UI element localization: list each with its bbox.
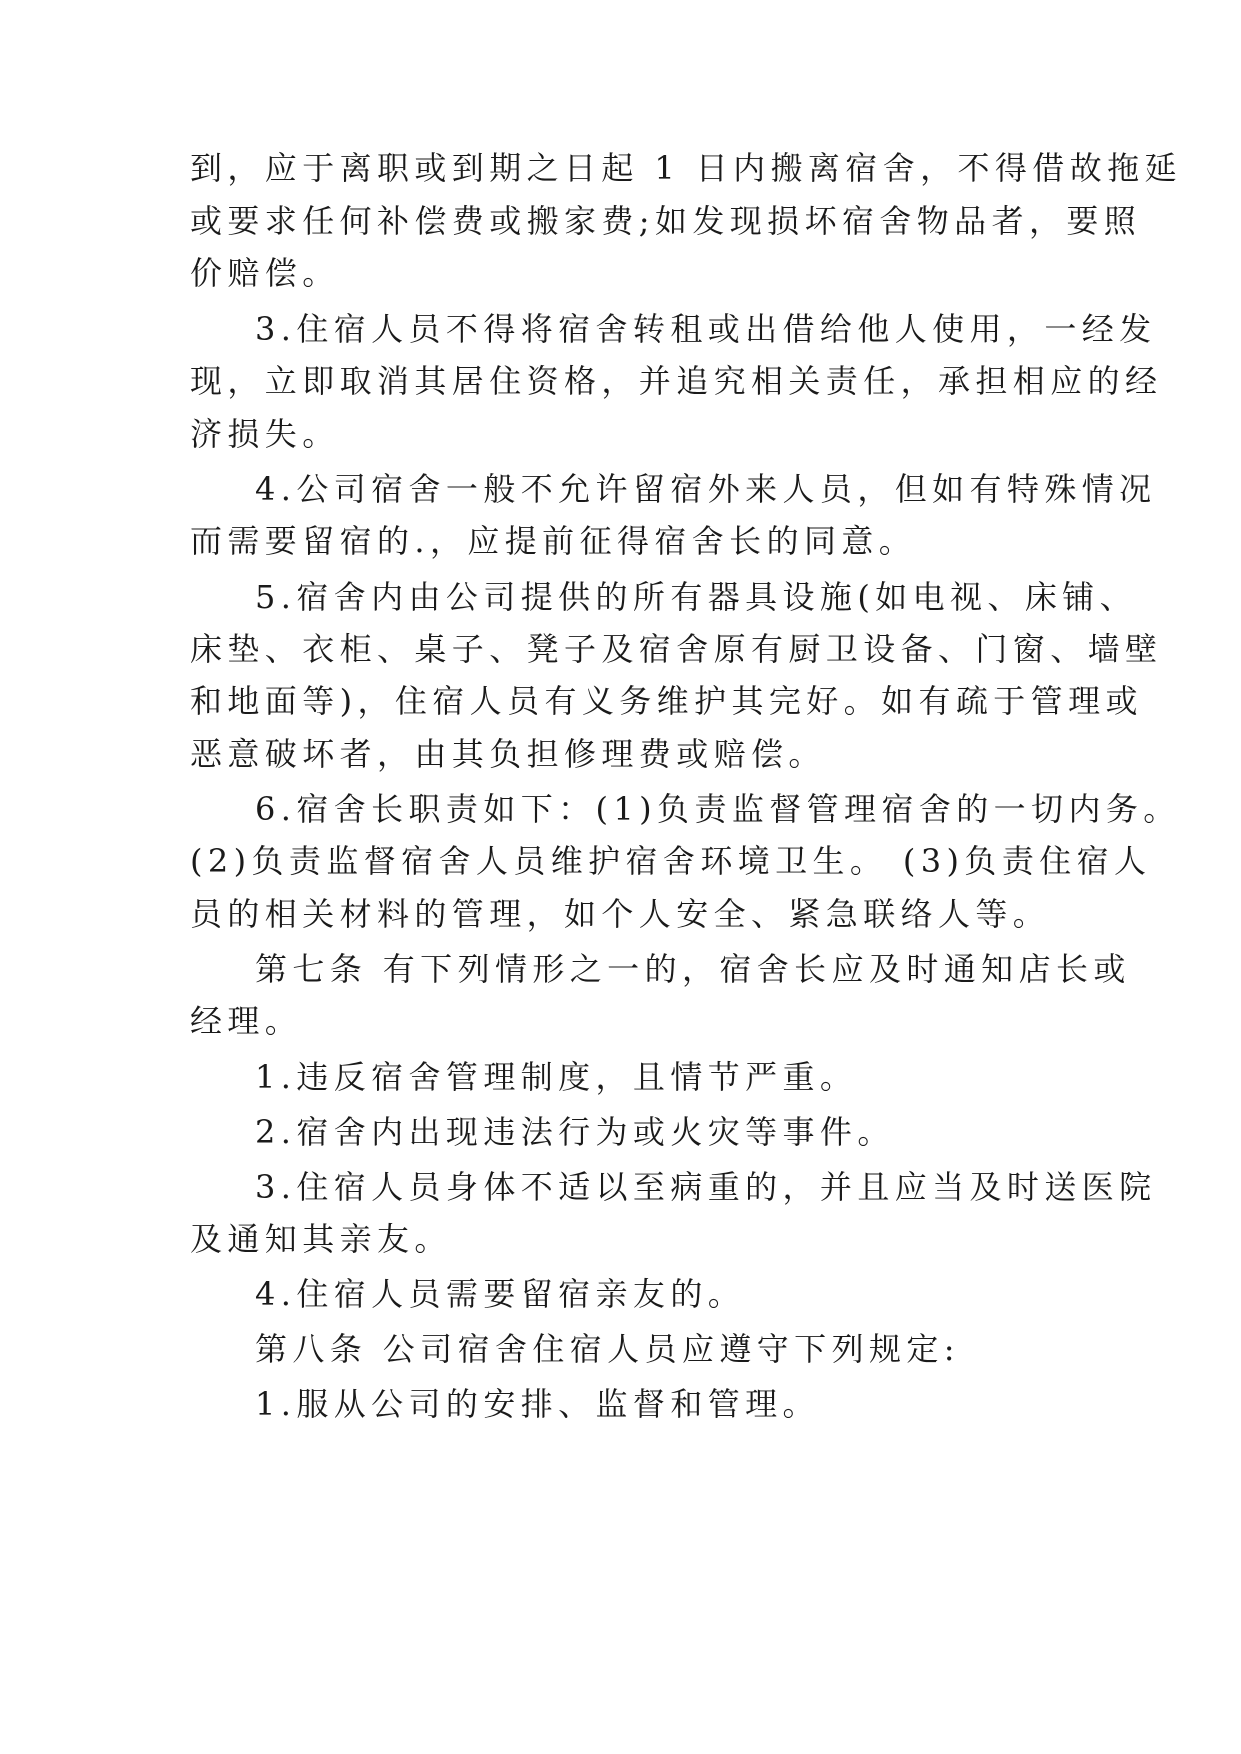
text-line: 4.住宿人员需要留宿亲友的。 xyxy=(255,1275,746,1313)
text-line: 经理。 xyxy=(190,1002,303,1040)
text-line: 而需要留宿的.，应提前征得宿舍长的同意。 xyxy=(190,522,917,560)
text-line: 到，应于离职或到期之日起 1 日内搬离宿舍，不得借故拖延 xyxy=(190,149,1182,187)
text-line: (2)负责监督宿舍人员维护宿舍环境卫生。 (3)负责住宿人 xyxy=(190,842,1152,880)
text-line: 或要求任何补偿费或搬家费;如发现损坏宿舍物品者，要照 xyxy=(190,202,1142,240)
text-line: 员的相关材料的管理，如个人安全、紧急联络人等。 xyxy=(190,895,1051,933)
text-line: 床垫、衣柜、桌子、凳子及宿舍原有厨卫设备、门窗、墙壁 xyxy=(190,630,1163,668)
text-line: 6.宿舍长职责如下：(1)负责监督管理宿舍的一切内务。 xyxy=(255,790,1181,828)
text-line: 2.宿舍内出现违法行为或火灾等事件。 xyxy=(255,1113,895,1151)
text-line: 3.住宿人员不得将宿舍转租或出借给他人使用，一经发 xyxy=(255,310,1157,348)
text-line: 第八条 公司宿舍住宿人员应遵守下列规定: xyxy=(255,1330,960,1368)
text-line: 第七条 有下列情形之一的，宿舍长应及时通知店长或 xyxy=(255,950,1131,988)
text-line: 恶意破坏者，由其负担修理费或赔偿。 xyxy=(190,735,826,773)
text-line: 1.违反宿舍管理制度，且情节严重。 xyxy=(255,1058,858,1096)
text-line: 及通知其亲友。 xyxy=(190,1220,452,1258)
text-line: 价赔偿。 xyxy=(190,254,340,292)
text-line: 现，立即取消其居住资格，并追究相关责任，承担相应的经 xyxy=(190,362,1163,400)
text-line: 4.公司宿舍一般不允许留宿外来人员，但如有特殊情况 xyxy=(255,470,1157,508)
text-line: 5.宿舍内由公司提供的所有器具设施(如电视、床铺、 xyxy=(255,578,1138,616)
text-line: 1.服从公司的安排、监督和管理。 xyxy=(255,1385,820,1423)
text-line: 济损失。 xyxy=(190,415,340,453)
text-line: 3.住宿人员身体不适以至病重的，并且应当及时送医院 xyxy=(255,1168,1157,1206)
text-line: 和地面等)，住宿人员有义务维护其完好。如有疏于管理或 xyxy=(190,682,1143,720)
